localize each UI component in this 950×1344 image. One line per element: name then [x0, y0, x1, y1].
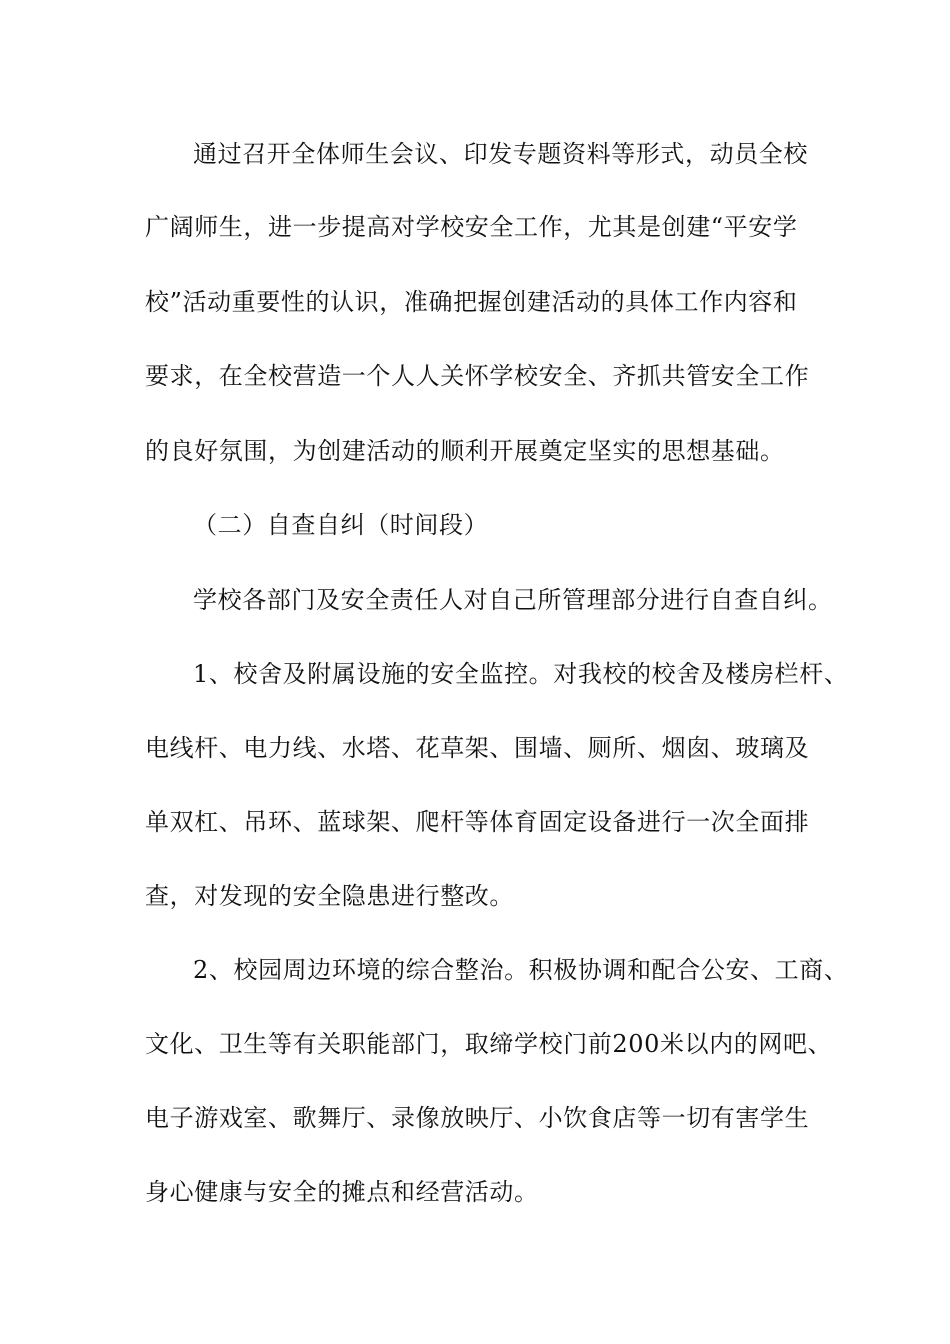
item-2-line-2: 文化、卫生等有关职能部门，取缔学校门前200米以内的网吧、 — [145, 1030, 833, 1058]
item-1-line-2: 电线杆、电力线、水塔、花草架、围墙、厕所、烟囱、玻璃及 — [145, 734, 810, 762]
item-2-line-1: 2、校园周边环境的综合整治。积极协调和配合公安、工商、 — [193, 956, 849, 984]
paragraph-1-line-2: 广阔师生，进一步提高对学校安全工作，尤其是创建“平安学 — [145, 213, 798, 241]
paragraph-1-line-4: 要求，在全校营造一个人人关怀学校安全、齐抓共管安全工作 — [145, 362, 810, 390]
item-1-line-1: 1、校舍及附属设施的安全监控。对我校的校舍及楼房栏杆、 — [193, 660, 849, 688]
section-heading: （二）自查自纠（时间段） — [193, 511, 489, 539]
paragraph-1-line-5: 的良好氛围，为创建活动的顺利开展奠定坚实的思想基础。 — [145, 437, 785, 465]
item-2-line-4: 身心健康与安全的摊点和经营活动。 — [145, 1178, 539, 1206]
paragraph-2-line-1: 学校各部门及安全责任人对自己所管理部分进行自查自纠。 — [193, 586, 833, 614]
item-2-line-3: 电子游戏室、歌舞厅、录像放映厅、小饮食店等一切有害学生 — [145, 1104, 810, 1132]
item-1-line-4: 查，对发现的安全隐患进行整改。 — [145, 882, 514, 910]
item-1-line-3: 单双杠、吊环、蓝球架、爬杆等体育固定设备进行一次全面排 — [145, 808, 810, 836]
paragraph-1-line-3: 校”活动重要性的认识，准确把握创建活动的具体工作内容和 — [145, 288, 798, 316]
paragraph-1-line-1: 通过召开全体师生会议、印发专题资料等形式，动员全校 — [193, 140, 808, 168]
